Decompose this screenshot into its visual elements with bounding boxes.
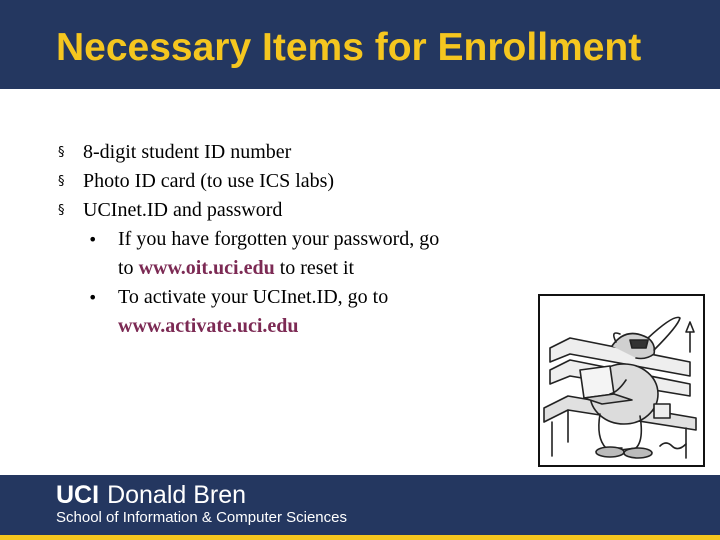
sub-bullet-marker: • [88, 230, 98, 249]
sub-bullet-text: If you have forgotten your password, go [118, 228, 440, 250]
sub-bullet-item [58, 225, 528, 283]
bullet-text: 8-digit student ID number [83, 141, 292, 163]
anteater-cartoon [538, 294, 705, 467]
bullet-list [58, 138, 528, 341]
sub-bullet-text: To activate your UCInet.ID, go to [118, 286, 389, 308]
bullet-marker: § [58, 203, 65, 218]
bullet-marker: § [58, 145, 65, 160]
sub-bullet-text: to [118, 257, 139, 279]
sub-bullet-item [58, 283, 528, 341]
sub-bullet-text: to reset it [274, 257, 355, 279]
slide-title: Necessary Items for Enrollment [56, 26, 642, 69]
logo-school: School of Information & Computer Sciences [56, 509, 347, 526]
oit-link[interactable]: www.oit.uci.edu [138, 257, 275, 279]
bullet-item [58, 138, 528, 167]
bullet-marker: § [58, 174, 65, 189]
footer-gold-stripe [0, 535, 720, 540]
logo-name: Donald Bren [107, 481, 247, 509]
bullet-text: UCInet.ID and password [83, 199, 283, 221]
bullet-item [58, 196, 528, 225]
bullet-text: Photo ID card (to use ICS labs) [83, 170, 335, 192]
activate-link[interactable]: www.activate.uci.edu [118, 315, 299, 337]
anteater-laptop-illustration [540, 296, 703, 465]
sub-bullet-marker: • [88, 288, 98, 307]
bullet-item [58, 167, 528, 196]
logo-uci: UCI [56, 481, 100, 509]
footer-logo [56, 480, 246, 510]
